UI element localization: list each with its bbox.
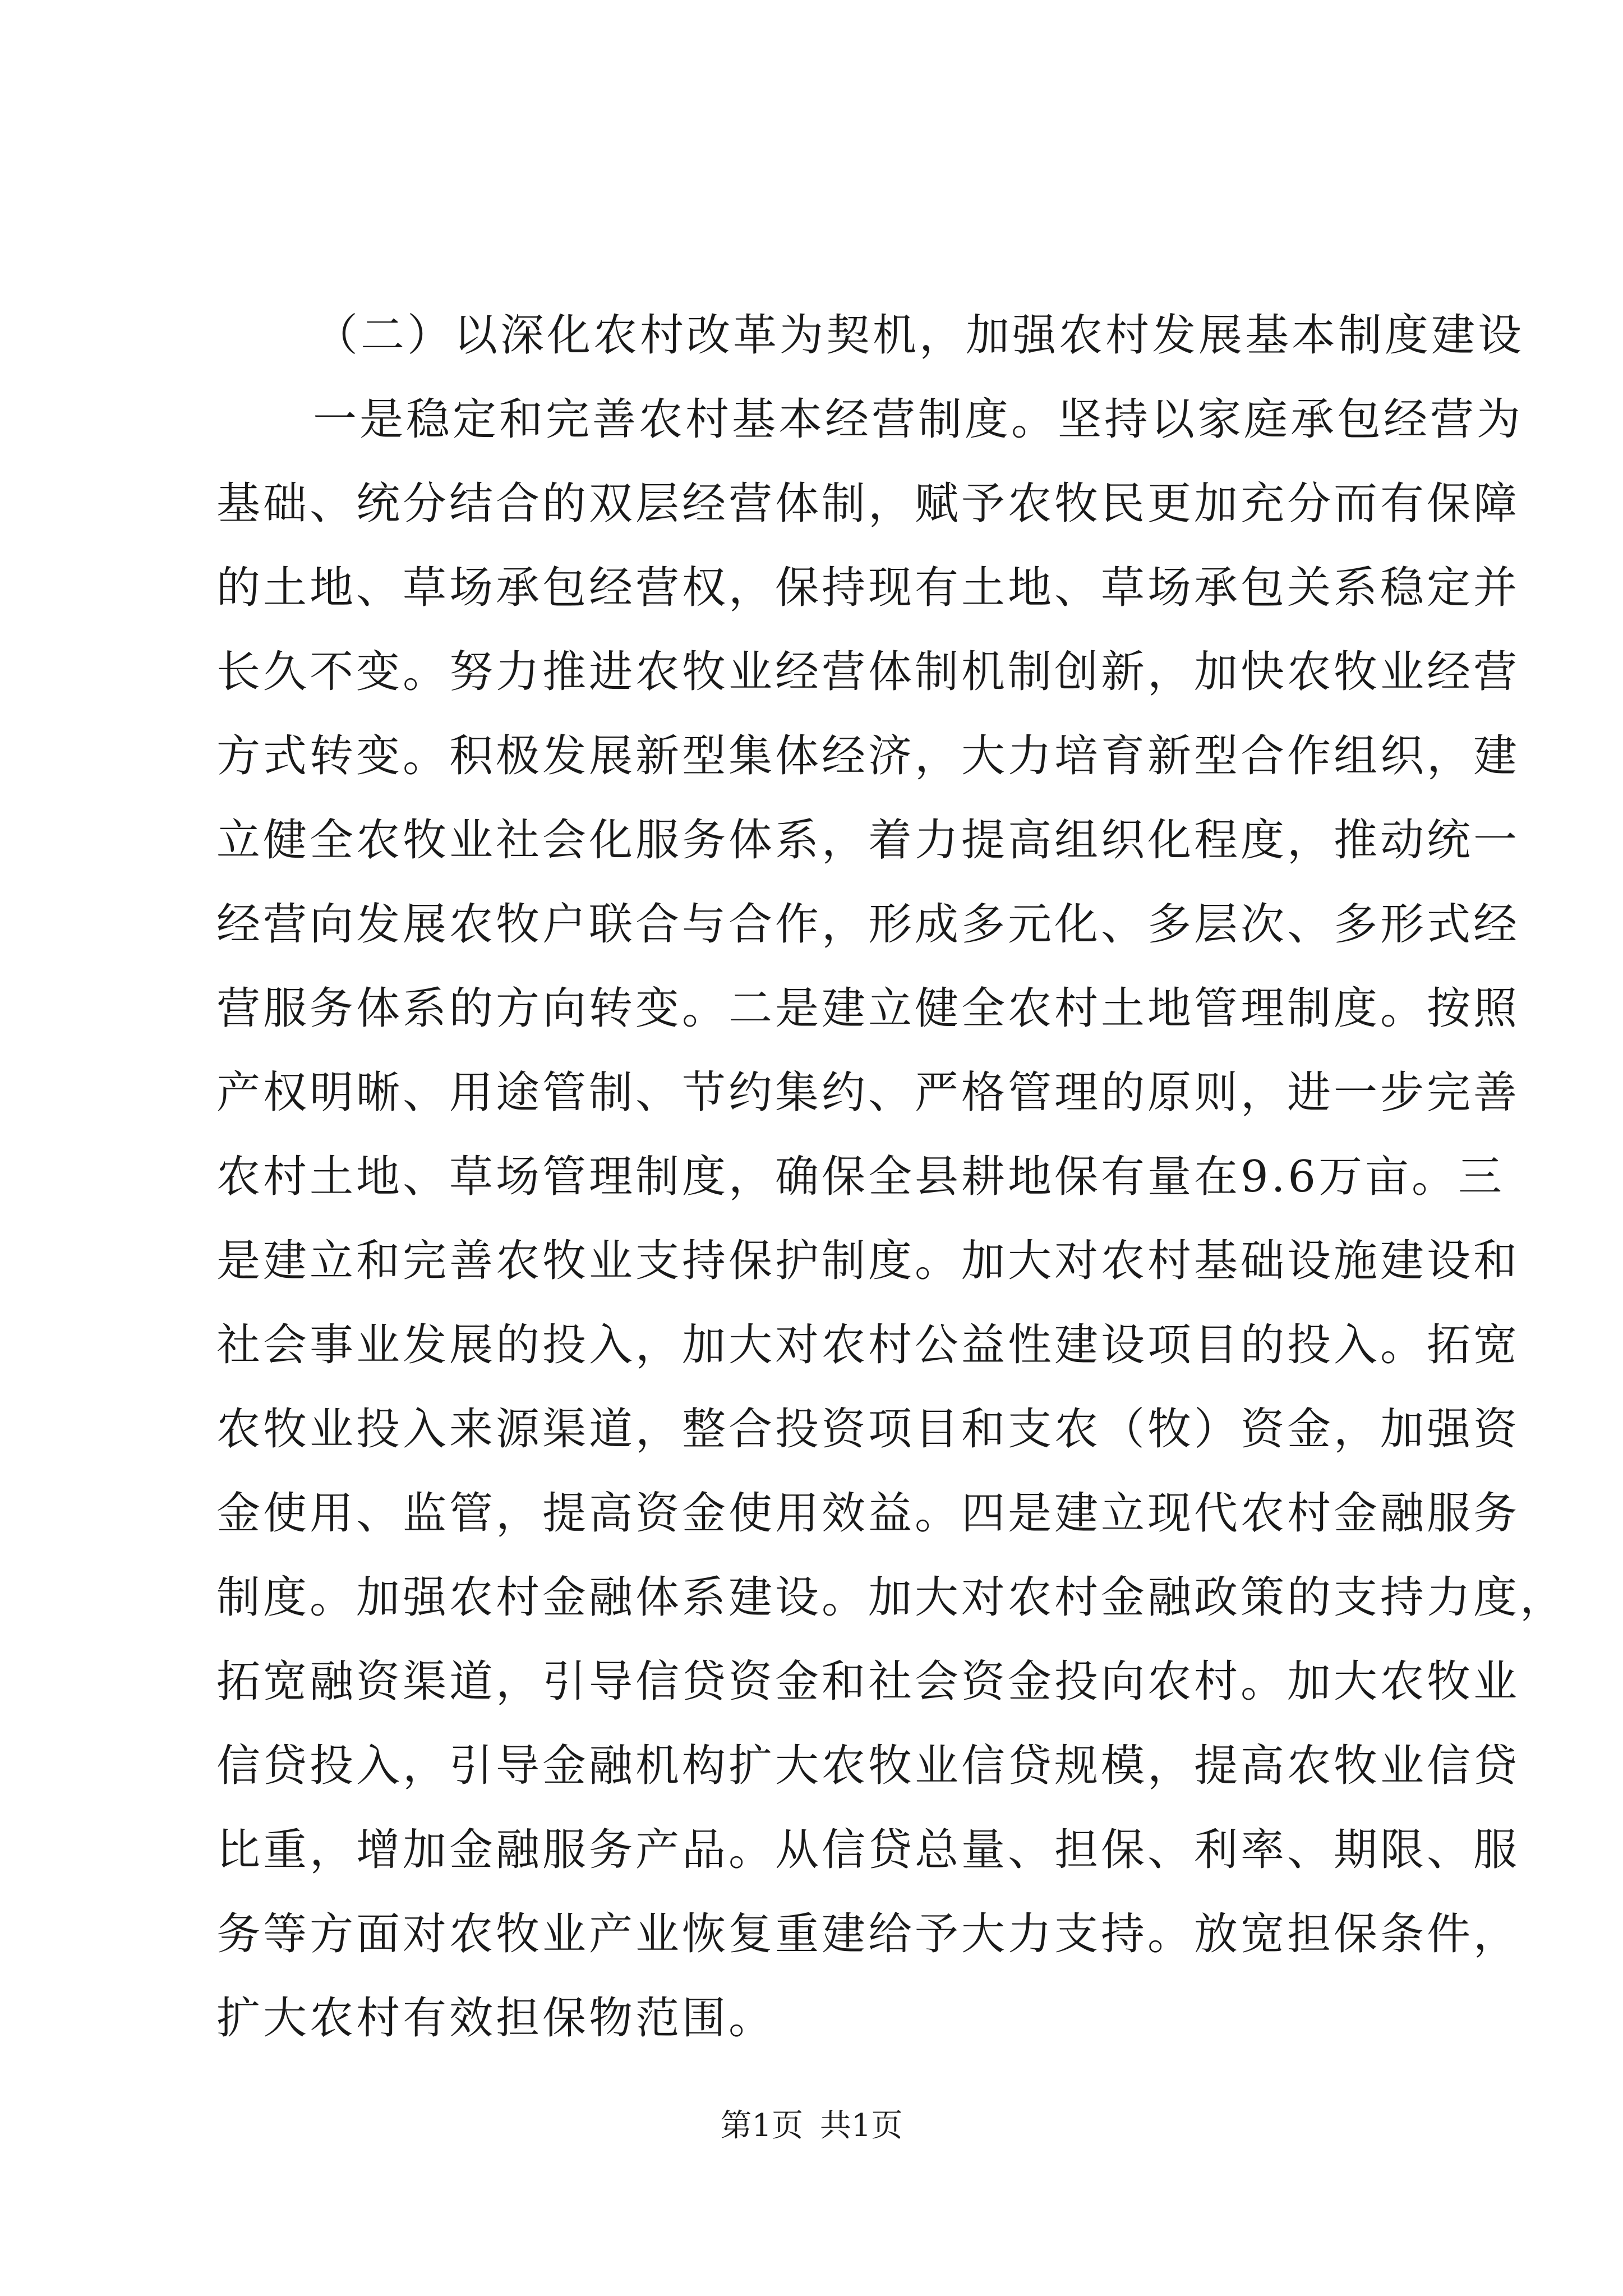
page-total: 共1页 (819, 2108, 903, 2144)
paragraph-line: 方式转变。积极发展新型集体经济，大力培育新型合作组织，建 (216, 731, 1520, 781)
paragraph-line: 金使用、监管，提高资金使用效益。四是建立现代农村金融服务 (216, 1488, 1520, 1539)
page-footer (0, 2104, 1623, 2148)
paragraph-line: 一是稳定和完善农村基本经营制度。坚持以家庭承包经营为 (313, 394, 1524, 445)
paragraph-line: 务等方面对农牧业产业恢复重建给予大力支持。放宽担保条件， (216, 1909, 1520, 1959)
paragraph-line: 长久不变。努力推进农牧业经营体制机制创新，加快农牧业经营 (216, 647, 1520, 697)
paragraph-line: 扩大农村有效担保物范围。 (216, 1993, 776, 2044)
paragraph-line: 产权明晰、用途管制、节约集约、严格管理的原则，进一步完善 (216, 1068, 1520, 1118)
paragraph-line: 的土地、草场承包经营权，保持现有土地、草场承包关系稳定并 (216, 563, 1520, 613)
paragraph-line: 营服务体系的方向转变。二是建立健全农村土地管理制度。按照 (216, 983, 1520, 1034)
page-number: 第1页 (720, 2108, 804, 2144)
paragraph-line: 社会事业发展的投入，加大对农村公益性建设项目的投入。拓宽 (216, 1320, 1520, 1370)
paragraph-line: 制度。加强农村金融体系建设。加大对农村金融政策的支持力度， (216, 1572, 1567, 1623)
paragraph-line: 立健全农牧业社会化服务体系，着力提高组织化程度，推动统一 (216, 815, 1520, 866)
paragraph-line: 信贷投入，引导金融机构扩大农牧业信贷规模，提高农牧业信贷 (216, 1741, 1520, 1791)
paragraph-line: 农村土地、草场管理制度，确保全县耕地保有量在9.6万亩。三 (216, 1152, 1505, 1202)
paragraph-line: 基础、统分结合的双层经营体制，赋予农牧民更加充分而有保障 (216, 478, 1520, 529)
paragraph-line: 农牧业投入来源渠道，整合投资项目和支农（牧）资金，加强资 (216, 1404, 1520, 1455)
paragraph-line: 比重，增加金融服务产品。从信贷总量、担保、利率、期限、服 (216, 1825, 1520, 1875)
paragraph-line: 经营向发展农牧户联合与合作，形成多元化、多层次、多形式经 (216, 899, 1520, 950)
paragraph-line: 是建立和完善农牧业支持保护制度。加大对农村基础设施建设和 (216, 1236, 1520, 1286)
paragraph-line: 拓宽融资渠道，引导信贷资金和社会资金投向农村。加大农牧业 (216, 1657, 1520, 1707)
section-heading: （二）以深化农村改革为契机，加强农村发展基本制度建设 (314, 310, 1525, 361)
